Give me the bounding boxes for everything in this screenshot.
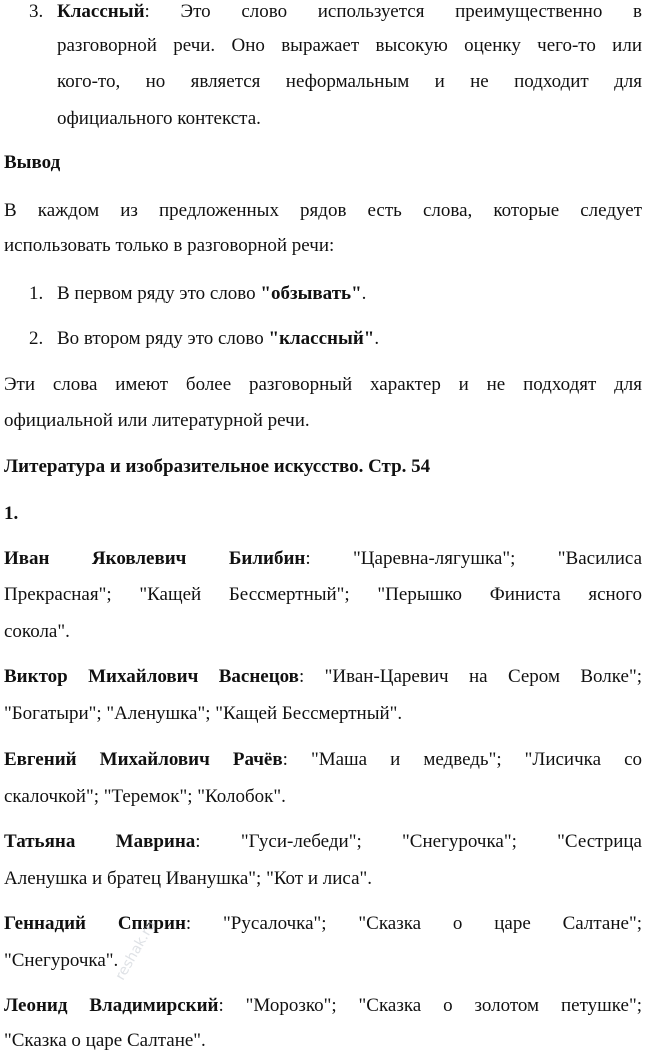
artist-line-2: Аленушка и братец Иванушка"; "Кот и лиса". bbox=[4, 868, 373, 889]
artist-line-2: "Снегурочка". bbox=[4, 950, 119, 971]
artist-line-1 bbox=[4, 912, 642, 936]
artist-line-2: "Сказка о царе Салтане". bbox=[4, 1030, 206, 1051]
artist-line-2: скалочкой"; "Теремок"; "Колобок". bbox=[4, 786, 286, 807]
conclusion-item-2 bbox=[57, 327, 642, 351]
intro-line-3: кого-то, но является неформальным и не подходит для bbox=[57, 71, 642, 92]
conclusion-heading: Вывод bbox=[4, 152, 61, 173]
text: : Это слово используется преимущественно в bbox=[144, 1, 642, 22]
text: . bbox=[361, 283, 367, 304]
artist-name: Виктор Михайлович Васнецов bbox=[4, 666, 299, 687]
artist-line-3: сокола". bbox=[4, 621, 70, 642]
artist-line-1 bbox=[4, 994, 642, 1018]
text: . bbox=[374, 328, 380, 349]
artist-name: Леонид Владимирский bbox=[4, 995, 219, 1016]
artist-works: : "Маша и медведь"; "Лисичка со bbox=[282, 749, 643, 770]
conclusion-item-1 bbox=[57, 282, 642, 306]
artist-line-2: "Богатыри"; "Аленушка"; "Кащей Бессмертный". bbox=[4, 703, 403, 724]
section-number: 1. bbox=[4, 503, 19, 524]
artist-works: : "Иван-Царевич на Сером Волке"; bbox=[298, 666, 643, 687]
list-number: 3. bbox=[29, 1, 44, 22]
watermark-text: reshak.ru bbox=[112, 917, 160, 984]
emphasis-word: "обзывать" bbox=[260, 283, 362, 304]
section-heading: Литература и изобразительное искусство. Стр. 54 bbox=[4, 456, 431, 477]
artist-name: Евгений Михайлович Рачёв bbox=[4, 749, 283, 770]
artist-works: : "Морозко"; "Сказка о золотом петушке"; bbox=[218, 995, 642, 1016]
artist-works: : "Царевна-лягушка"; "Василиса bbox=[305, 548, 642, 569]
artist-line-1 bbox=[4, 830, 642, 854]
artist-name: Татьяна Маврина bbox=[4, 831, 196, 852]
artist-works: : "Гуси-лебеди"; "Снегурочка"; "Сестрица bbox=[195, 831, 642, 852]
artist-line-1 bbox=[4, 665, 642, 689]
artist-line-1 bbox=[4, 547, 642, 571]
intro-line-4: официального контекста. bbox=[57, 108, 261, 129]
conclusion-line-1: В каждом из предложенных рядов есть слова, которые следует bbox=[4, 200, 642, 221]
conclusion-final-1: Эти слова имеют более разговорный характер и не подходят для bbox=[4, 374, 642, 395]
conclusion-final-2: официальной или литературной речи. bbox=[4, 410, 310, 431]
artist-works: : "Русалочка"; "Сказка о царе Салтане"; bbox=[185, 913, 642, 934]
list-number: 2. bbox=[29, 328, 44, 349]
term: Классный bbox=[57, 1, 145, 22]
emphasis-word: "классный" bbox=[268, 328, 375, 349]
artist-name: Геннадий Спирин bbox=[4, 913, 186, 934]
list-number: 1. bbox=[29, 283, 44, 304]
text: В первом ряду это слово bbox=[57, 283, 261, 304]
conclusion-line-2: использовать только в разговорной речи: bbox=[4, 235, 335, 256]
intro-line-1 bbox=[57, 0, 642, 24]
intro-line-2: разговорной речи. Оно выражает высокую оценку чего-то или bbox=[57, 35, 642, 56]
artist-line-2: Прекрасная"; "Кащей Бессмертный"; "Перышко Финиста ясного bbox=[4, 584, 642, 605]
artist-line-1 bbox=[4, 748, 642, 772]
artist-name: Иван Яковлевич Билибин bbox=[4, 548, 306, 569]
text: Во втором ряду это слово bbox=[57, 328, 269, 349]
